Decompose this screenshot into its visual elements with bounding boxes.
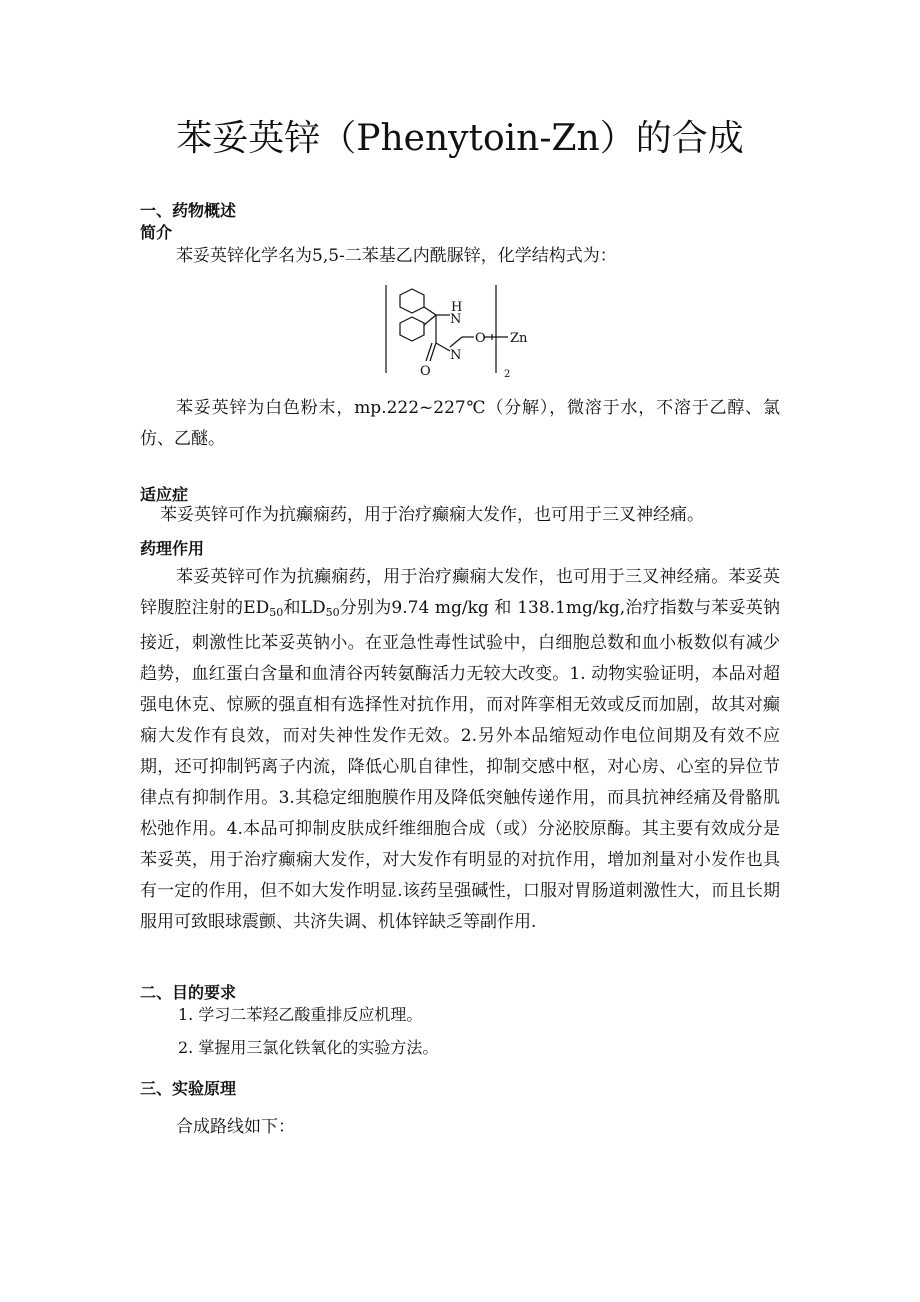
pharm-sub-1: 50 bbox=[269, 606, 284, 619]
structure-subscript: 2 bbox=[504, 369, 511, 380]
structure-n2-label: N bbox=[450, 348, 462, 363]
document-title: 苯妥英锌（Phenytoin-Zn）的合成 bbox=[176, 118, 744, 159]
list-item: 1. 学习二苯羟乙酸重排反应机理。 bbox=[178, 1005, 423, 1024]
structure-n1-label: N bbox=[450, 312, 462, 327]
pharm-text-2: 和LD bbox=[283, 598, 326, 618]
property-text: 苯妥英锌为白色粉末，mp.222~227℃（分解），微溶于水，不溶于乙醇、氯仿、乙醚。 bbox=[140, 398, 780, 449]
pharm-sub-2: 50 bbox=[325, 606, 340, 619]
intro-heading: 简介 bbox=[140, 223, 173, 242]
indication-text: 苯妥英锌可作为抗癫痫药，用于治疗癫痫大发作，也可用于三叉神经痛。 bbox=[160, 505, 704, 525]
phenytoin-zn-structure bbox=[380, 285, 530, 380]
list-item: 2. 掌握用三氯化铁氧化的实验方法。 bbox=[178, 1038, 439, 1057]
section-3-heading: 三、实验原理 bbox=[140, 1079, 237, 1098]
structure-zn-label: Zn bbox=[510, 331, 528, 346]
intro-text: 苯妥英锌化学名为5,5-二苯基乙内酰脲锌，化学结构式为： bbox=[176, 246, 617, 266]
objectives-list bbox=[178, 998, 438, 1064]
section-2-heading: 二、目的要求 bbox=[140, 983, 237, 1002]
pharm-text-3: 分别为9.74 mg/kg 和 138.1mg/kg,治疗指数与苯妥英钠接近，刺激性比苯妥英钠小。在亚急性毒性试验中，白细胞总数和血小板数似有减少趋势，血红蛋白含量和血清谷丙转氨酶活力无较大改变。1. 动物实验证明，本品对超强电休克、惊厥的强直相有选择性对抗作用，而对阵挛相无效或反而加剧，故其对癫痫大发作有良效，而对失神性发作无效。2.另外本品缩短动作电位间期及有效不应期，还可抑制钙离子内流，降低心肌自律性，抑制交感中枢，对心房、心室的异位节律点有抑制作用。3.其稳定细胞膜作用及降低突触传递作用，而具抗神经痛及骨骼肌松弛作用。4.本品可抑制皮肤成纤维细胞合成（或）分泌胶原酶。其主要有效成分是苯妥英，用于治疗癫痫大发作，对大发作有明显的对抗作用，增加剂量对小发作也具有一定的作用，但不如大发作明显.该药呈强碱性，口服对胃肠道刺激性大，而且长期服用可致眼球震颤、共济失调、机体锌缺乏等副作用. bbox=[140, 598, 780, 932]
pharm-heading: 药理作用 bbox=[140, 539, 205, 558]
section-1-heading: 一、药物概述 bbox=[140, 201, 237, 220]
indication-heading: 适应症 bbox=[140, 485, 189, 504]
structure-o1-label: O bbox=[475, 331, 486, 346]
structure-o2-label: O bbox=[420, 364, 431, 379]
pharm-text bbox=[140, 562, 780, 938]
principle-text: 合成路线如下： bbox=[176, 1117, 295, 1137]
structure-h-label: H bbox=[451, 300, 463, 315]
pharm-text-1: 苯妥英锌可作为抗癫痫药，用于治疗癫痫大发作，也可用于三叉神经痛。苯妥英锌腹腔注射的ED bbox=[140, 567, 780, 618]
